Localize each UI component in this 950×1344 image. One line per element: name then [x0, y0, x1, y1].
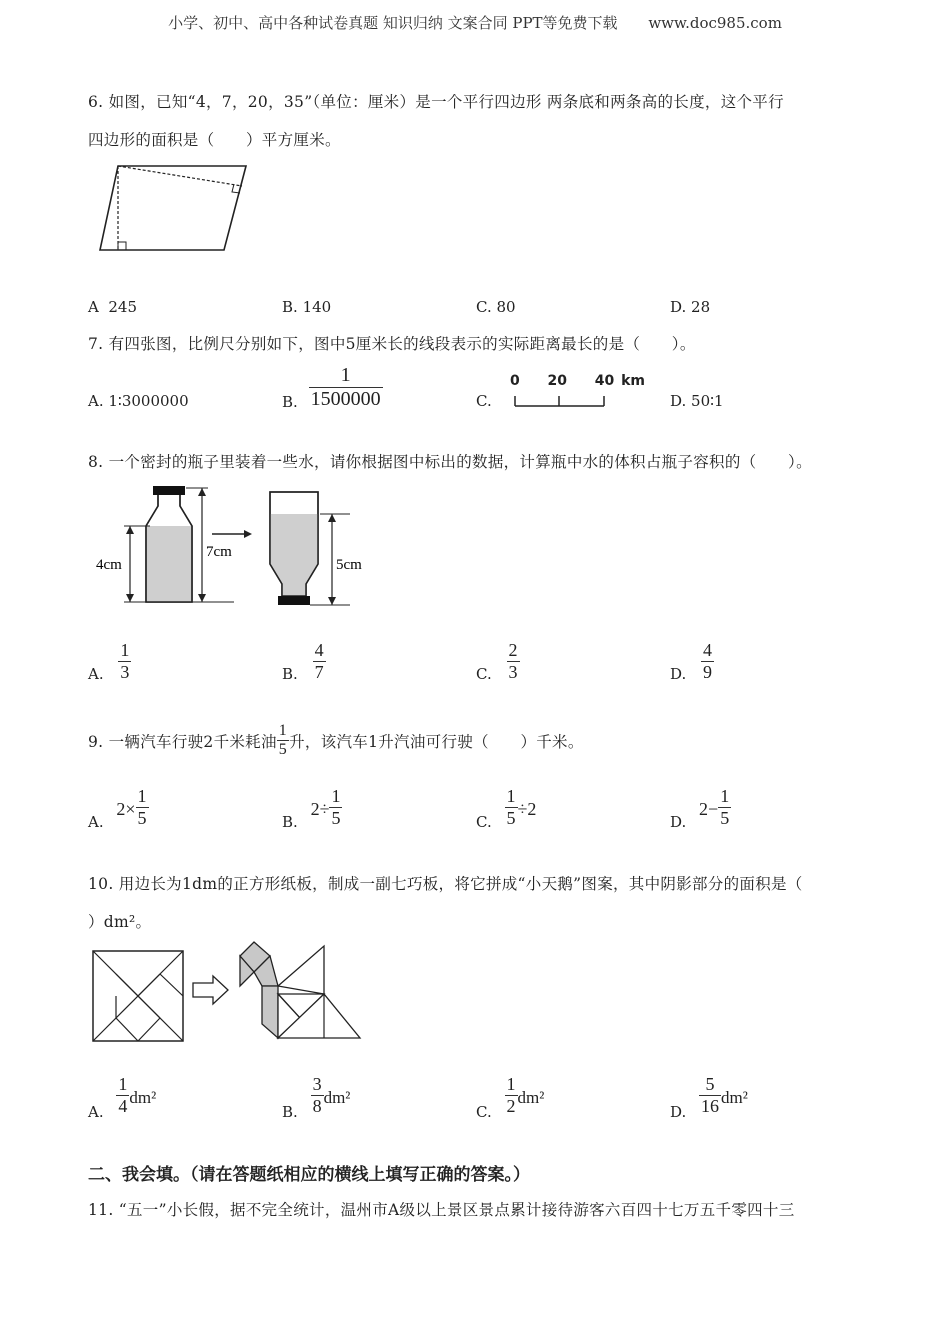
- header-text: 小学、初中、高中各种试卷真题 知识归纳 文案合同 PPT等免费下载: [168, 14, 618, 32]
- section-2-title: 二、我会填。（请在答题纸相应的横线上填写正确的答案。）: [88, 1165, 530, 1185]
- q9-option-c[interactable]: C. $\frac{1}{5}$ ÷2: [476, 786, 537, 832]
- bottle-figure: [94, 484, 384, 610]
- q6-line1: 6. 如图，已知“4，7，20，35”（单位：厘米）是一个平行四边形 两条底和两条高的长度，这个平行: [88, 93, 784, 111]
- page-header: [0, 12, 950, 33]
- q7-b-numerator: 1: [309, 364, 383, 388]
- q6-option-c[interactable]: C. 80: [476, 298, 516, 316]
- q7-scale-bar: [510, 394, 610, 410]
- q10-option-a[interactable]: A. $\frac{1}{4}$ dm²: [88, 1074, 157, 1122]
- q10-line2: ）dm²。: [88, 913, 152, 931]
- q7-b-denominator: 1500000: [310, 388, 381, 410]
- label-5cm: 5cm: [336, 557, 362, 573]
- q10-option-d[interactable]: D. $\frac{5}{16}$ dm²: [670, 1074, 748, 1122]
- q7-text: 7. 有四张图，比例尺分别如下，图中5厘米长的线段表示的实际距离最长的是（ ）。: [88, 335, 696, 353]
- q6-option-b[interactable]: B. 140: [282, 298, 332, 316]
- q11-text: 11. “五一”小长假，据不完全统计，温州市A级以上景区景点累计接待游客六百四十七万五千零四十三: [88, 1201, 795, 1219]
- q8-option-d[interactable]: D. $\frac{4}{9}$: [670, 640, 713, 684]
- q8-option-b[interactable]: B. $\frac{4}{7}$: [282, 640, 324, 684]
- q7-option-a[interactable]: A. 1∶3000000: [88, 392, 189, 410]
- header-site: www.doc985.com: [648, 14, 782, 32]
- q10-line1: 10. 用边长为1dm的正方形纸板，制成一副七巧板，将它拼成“小天鹅”图案，其中阴影部分的面积是（: [88, 875, 803, 893]
- q9-text: 9. 一辆汽车行驶2千米耗油 $\frac{1}{5}$ 升，该汽车1升汽油可行驶（ ）千米。: [88, 722, 584, 759]
- tangram-figure: [90, 938, 370, 1046]
- q8-option-a[interactable]: A. $\frac{1}{3}$: [88, 640, 130, 684]
- q8-option-c[interactable]: C. $\frac{2}{3}$: [476, 640, 518, 684]
- q9-option-b[interactable]: B. 2÷ $\frac{1}{5}$: [282, 786, 341, 832]
- q9-option-d[interactable]: D. 2− $\frac{1}{5}$: [670, 786, 730, 832]
- q10-option-c[interactable]: C. $\frac{1}{2}$ dm²: [476, 1074, 545, 1122]
- q9-option-a[interactable]: A. 2× $\frac{1}{5}$: [88, 786, 147, 832]
- q7-option-c-label[interactable]: C.: [476, 392, 492, 410]
- q7-option-b[interactable]: B. $\frac{1}{1500000}$: [282, 364, 381, 411]
- q7-option-d[interactable]: D. 50∶1: [670, 392, 724, 410]
- q6-line2: 四边形的面积是（ ）平方厘米。: [88, 131, 341, 149]
- label-7cm: 7cm: [206, 544, 232, 560]
- parallelogram-figure: [96, 160, 256, 256]
- q10-option-b[interactable]: B. $\frac{3}{8}$ dm²: [282, 1074, 351, 1122]
- q7-scale-labels: 0 20 40 km: [510, 373, 645, 389]
- q6-option-d[interactable]: D. 28: [670, 298, 711, 316]
- q8-text: 8. 一个密封的瓶子里装着一些水，请你根据图中标出的数据，计算瓶中水的体积占瓶子容积的（ ）。: [88, 453, 812, 471]
- q6-option-a[interactable]: A 245: [88, 298, 138, 316]
- label-4cm: 4cm: [96, 557, 122, 573]
